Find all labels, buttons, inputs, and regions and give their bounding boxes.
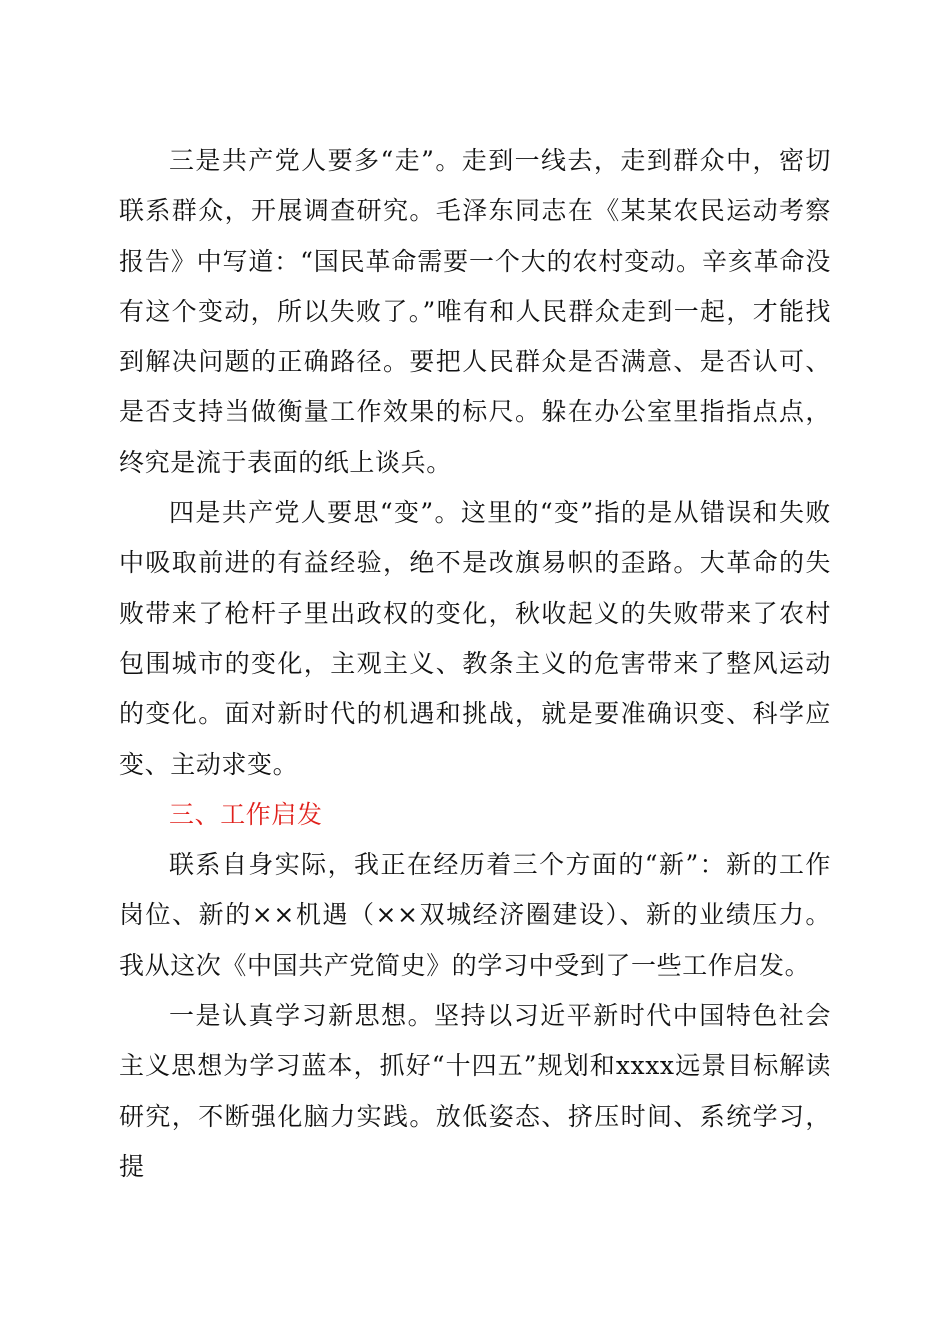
document-page <box>119 136 831 1192</box>
section-heading-work-inspiration: 三、工作启发 <box>169 799 323 829</box>
paragraph-change: 四是共产党人要思“变”。这里的“变”指的是从错误和失败中吸取前进的有益经验，绝不是改旗易帜的歪路。大革命的失败带来了枪杆子里出政权的变化，秋收起义的失败带来了农村包围城市的变化，主观主义、教条主义的危害带来了整风运动的变化。面对新时代的机遇和挑战，就是要准确识变、科学应变、主动求变。 <box>119 498 831 779</box>
paragraph-walk: 三是共产党人要多“走”。走到一线去，走到群众中，密切联系群众，开展调查研究。毛泽东同志在《某某农民运动考察报告》中写道：“国民革命需要一个大的农村变动。辛亥革命没有这个变动，所以失败了。”唯有和人民群众走到一起，才能找到解决问题的正确路径。要把人民群众是否满意、是否认可、是否支持当做衡量工作效果的标尺。躲在办公室里指指点点，终究是流于表面的纸上谈兵。 <box>119 146 831 477</box>
paragraph-study-new-thought: 一是认真学习新思想。坚持以习近平新时代中国特色社会主义思想为学习蓝本，抓好“十四五”规划和xxxx远景目标解读研究，不断强化脑力实践。放低姿态、挤压时间、系统学习，提 <box>119 1001 831 1181</box>
paragraph-new-aspects: 联系自身实际，我正在经历着三个方面的“新”：新的工作岗位、新的××机遇（××双城经济圈建设）、新的业绩压力。我从这次《中国共产党简史》的学习中受到了一些工作启发。 <box>119 850 831 980</box>
